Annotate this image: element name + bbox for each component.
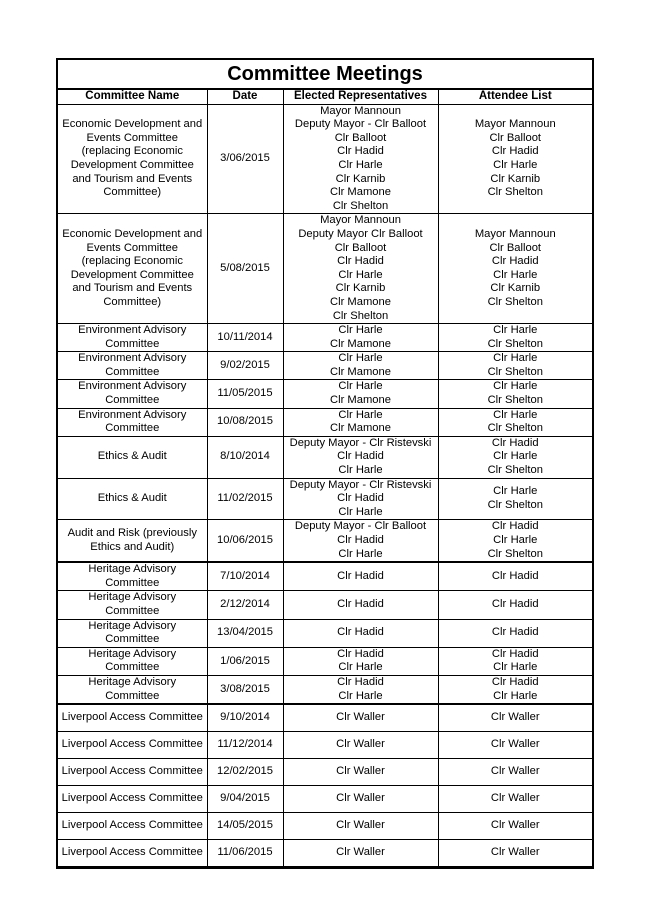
representative-name: Deputy Mayor - Clr Ristevski xyxy=(289,478,432,491)
representative-name: Clr Hadid xyxy=(337,145,384,158)
attendee-list-cell xyxy=(438,104,592,214)
committee-name: Ethics & Audit xyxy=(97,492,167,505)
representative-name: Clr Hadid xyxy=(337,675,384,688)
meeting-date: 1/06/2015 xyxy=(207,647,283,675)
attendee-name: Clr Balloot xyxy=(489,241,542,254)
attendee-name: Clr Waller xyxy=(490,737,540,750)
representative-name: Clr Harle xyxy=(338,380,383,393)
representative-name: Clr Hadid xyxy=(337,598,384,611)
representative-name: Clr Hadid xyxy=(337,626,384,639)
committee-name: Liverpool Access Committee xyxy=(61,791,203,804)
committee-name: Environment Advisory Committee xyxy=(78,408,187,435)
committee-name: Heritage Advisory Committee xyxy=(88,647,177,674)
attendee-list-cell xyxy=(438,591,592,619)
attendee-name: Clr Hadid xyxy=(491,626,539,639)
attendee-list-cell xyxy=(438,352,592,380)
attendee-list-cell xyxy=(438,839,592,866)
committee-name-cell xyxy=(58,408,207,436)
attendee-name: Clr Shelton xyxy=(487,464,543,477)
attendee-name: Clr Harle xyxy=(493,324,538,337)
attendee-name: Clr Waller xyxy=(490,818,540,831)
elected-representatives-cell xyxy=(283,562,438,591)
attendee-name: Clr Harle xyxy=(493,661,538,674)
representative-name: Clr Mamone xyxy=(330,422,391,435)
representative-name: Clr Harle xyxy=(338,408,383,421)
meeting-date: 5/08/2015 xyxy=(207,214,283,324)
table-row xyxy=(58,104,592,214)
attendee-name: Clr Waller xyxy=(490,845,540,858)
attendee-list-cell xyxy=(438,324,592,352)
committee-name: Liverpool Access Committee xyxy=(61,737,203,750)
table-row xyxy=(58,704,592,731)
document-title: Committee Meetings xyxy=(58,60,592,90)
committee-name-cell xyxy=(58,562,207,591)
attendee-name: Clr Hadid xyxy=(491,436,539,449)
committee-name-cell xyxy=(58,436,207,478)
elected-representatives-cell xyxy=(283,104,438,214)
committee-name: Economic Development and Events Committee (replacing Economic Development Committee and Tourism and Events Committee) xyxy=(62,227,203,308)
attendee-list-cell xyxy=(438,562,592,591)
committee-name: Heritage Advisory Committee xyxy=(88,591,177,617)
representative-name: Clr Waller xyxy=(336,845,385,858)
attendee-list-cell xyxy=(438,785,592,812)
elected-representatives-cell xyxy=(283,812,438,839)
attendee-list-cell xyxy=(438,214,592,324)
attendee-list-cell xyxy=(438,619,592,647)
representative-name: Clr Mamone xyxy=(330,337,391,350)
elected-representatives-cell xyxy=(283,704,438,731)
attendee-name: Clr Harle xyxy=(493,268,538,281)
representative-name: Clr Harle xyxy=(338,158,383,171)
representative-name: Clr Harle xyxy=(338,547,383,560)
committee-name-cell xyxy=(58,352,207,380)
table-row xyxy=(58,647,592,675)
attendee-name: Clr Hadid xyxy=(491,145,539,158)
table-row xyxy=(58,436,592,478)
committee-name: Ethics & Audit xyxy=(97,450,167,463)
elected-representatives-cell xyxy=(283,839,438,866)
attendee-list-cell xyxy=(438,520,592,562)
meeting-date: 3/08/2015 xyxy=(207,675,283,704)
committee-meetings-document xyxy=(56,58,594,869)
meeting-date: 3/06/2015 xyxy=(207,104,283,214)
committee-name: Environment Advisory Committee xyxy=(78,324,187,350)
elected-representatives-cell xyxy=(283,408,438,436)
attendee-name: Clr Shelton xyxy=(487,394,543,407)
elected-representatives-cell xyxy=(283,478,438,520)
table-row xyxy=(58,619,592,647)
representative-name: Clr Karnib xyxy=(335,282,386,295)
representative-name: Deputy Mayor - Clr Balloot xyxy=(294,118,427,131)
meeting-date: 10/06/2015 xyxy=(207,520,283,562)
meeting-date: 10/08/2015 xyxy=(207,408,283,436)
attendee-name: Clr Harle xyxy=(493,534,538,546)
attendee-name: Clr Balloot xyxy=(489,131,542,144)
committee-name-cell xyxy=(58,478,207,520)
attendee-list-cell xyxy=(438,647,592,675)
representative-name: Clr Waller xyxy=(336,818,385,831)
meeting-date: 10/11/2014 xyxy=(207,324,283,352)
committee-name-cell xyxy=(58,758,207,785)
committee-name-cell xyxy=(58,520,207,562)
header-attendee-list: Attendee List xyxy=(438,90,592,104)
elected-representatives-cell xyxy=(283,591,438,619)
meeting-date: 2/12/2014 xyxy=(207,591,283,619)
representative-name: Deputy Mayor Clr Balloot xyxy=(298,227,423,240)
attendee-list-cell xyxy=(438,758,592,785)
meeting-date: 11/06/2015 xyxy=(207,839,283,866)
table-row xyxy=(58,812,592,839)
header-row xyxy=(58,90,592,104)
committee-name-cell xyxy=(58,214,207,324)
representative-name: Clr Hadid xyxy=(337,534,384,546)
committee-name-cell xyxy=(58,704,207,731)
committee-name-cell xyxy=(58,619,207,647)
representative-name: Clr Waller xyxy=(336,711,385,724)
meeting-date: 11/05/2015 xyxy=(207,380,283,408)
attendee-name: Mayor Mannoun xyxy=(474,227,556,240)
committee-name: Heritage Advisory Committee xyxy=(88,675,177,702)
header-committee-name: Committee Name xyxy=(58,90,207,104)
meeting-date: 9/02/2015 xyxy=(207,352,283,380)
committee-name-cell xyxy=(58,104,207,214)
attendee-name: Clr Waller xyxy=(490,791,540,804)
meetings-table xyxy=(58,90,592,867)
representative-name: Clr Harle xyxy=(338,324,383,337)
committee-name-cell xyxy=(58,839,207,866)
table-row xyxy=(58,520,592,562)
table-row xyxy=(58,380,592,408)
attendee-list-cell xyxy=(438,408,592,436)
attendee-list-cell xyxy=(438,812,592,839)
representative-name: Mayor Mannoun xyxy=(320,214,401,227)
attendee-name: Clr Harle xyxy=(493,380,538,393)
meetings-table-body xyxy=(58,104,592,866)
attendee-name: Clr Karnib xyxy=(490,282,541,295)
representative-name: Clr Balloot xyxy=(334,241,387,254)
table-row xyxy=(58,324,592,352)
representative-name: Clr Waller xyxy=(336,737,385,750)
elected-representatives-cell xyxy=(283,647,438,675)
attendee-list-cell xyxy=(438,704,592,731)
attendee-name: Clr Harle xyxy=(493,689,538,702)
attendee-list-cell xyxy=(438,478,592,520)
representative-name: Clr Mamone xyxy=(330,295,391,308)
attendee-list-cell xyxy=(438,436,592,478)
committee-name: Heritage Advisory Committee xyxy=(88,619,177,646)
committee-name-cell xyxy=(58,675,207,704)
representative-name: Clr Karnib xyxy=(335,172,386,185)
meeting-date: 14/05/2015 xyxy=(207,812,283,839)
attendee-name: Clr Harle xyxy=(493,408,538,421)
representative-name: Clr Harle xyxy=(338,689,383,702)
attendee-name: Clr Hadid xyxy=(491,255,539,268)
committee-name-cell xyxy=(58,731,207,758)
table-row xyxy=(58,214,592,324)
representative-name: Clr Harle xyxy=(338,661,383,674)
header-elected-representatives: Elected Representatives xyxy=(283,90,438,104)
attendee-name: Mayor Mannoun xyxy=(474,118,556,131)
representative-name: Deputy Mayor - Clr Ristevski xyxy=(289,436,432,449)
table-row xyxy=(58,562,592,591)
elected-representatives-cell xyxy=(283,324,438,352)
attendee-list-cell xyxy=(438,675,592,704)
representative-name: Clr Hadid xyxy=(337,255,384,268)
elected-representatives-cell xyxy=(283,520,438,562)
table-row xyxy=(58,352,592,380)
elected-representatives-cell xyxy=(283,731,438,758)
meeting-date: 9/04/2015 xyxy=(207,785,283,812)
representative-name: Clr Waller xyxy=(336,764,385,777)
representative-name: Clr Harle xyxy=(338,352,383,365)
elected-representatives-cell xyxy=(283,380,438,408)
attendee-name: Clr Harle xyxy=(493,450,538,463)
committee-name: Economic Development and Events Committee (replacing Economic Development Committee and Tourism and Events Committee) xyxy=(62,118,203,199)
attendee-name: Clr Shelton xyxy=(487,547,543,560)
representative-name: Clr Hadid xyxy=(337,450,384,463)
elected-representatives-cell xyxy=(283,436,438,478)
header-date: Date xyxy=(207,90,283,104)
table-row xyxy=(58,408,592,436)
attendee-name: Clr Hadid xyxy=(491,647,539,660)
elected-representatives-cell xyxy=(283,675,438,704)
representative-name: Clr Mamone xyxy=(330,186,391,199)
meeting-date: 7/10/2014 xyxy=(207,562,283,591)
table-row xyxy=(58,478,592,520)
attendee-name: Clr Hadid xyxy=(491,675,539,688)
committee-name: Environment Advisory Committee xyxy=(78,352,187,378)
representative-name: Mayor Mannoun xyxy=(320,104,401,117)
committee-name: Heritage Advisory Committee xyxy=(88,563,177,589)
meeting-date: 8/10/2014 xyxy=(207,436,283,478)
meeting-date: 12/02/2015 xyxy=(207,758,283,785)
representative-name: Clr Waller xyxy=(336,791,385,804)
representative-name: Deputy Mayor - Clr Balloot xyxy=(294,520,427,533)
representative-name: Clr Hadid xyxy=(337,492,384,505)
table-row xyxy=(58,785,592,812)
representative-name: Clr Harle xyxy=(338,505,383,518)
elected-representatives-cell xyxy=(283,785,438,812)
attendee-name: Clr Waller xyxy=(490,764,540,777)
attendee-name: Clr Harle xyxy=(493,158,538,171)
meeting-date: 11/12/2014 xyxy=(207,731,283,758)
committee-name: Environment Advisory Committee xyxy=(78,380,187,407)
table-row xyxy=(58,758,592,785)
attendee-name: Clr Waller xyxy=(490,711,540,724)
attendee-name: Clr Shelton xyxy=(487,422,543,435)
attendee-name: Clr Harle xyxy=(493,352,538,365)
committee-name-cell xyxy=(58,647,207,675)
attendee-name: Clr Karnib xyxy=(490,172,541,185)
committee-name-cell xyxy=(58,380,207,408)
table-row xyxy=(58,675,592,704)
representative-name: Clr Balloot xyxy=(334,131,387,144)
attendee-name: Clr Hadid xyxy=(491,569,539,582)
meeting-date: 9/10/2014 xyxy=(207,704,283,731)
table-row xyxy=(58,839,592,866)
attendee-name: Clr Shelton xyxy=(487,499,543,512)
elected-representatives-cell xyxy=(283,352,438,380)
elected-representatives-cell xyxy=(283,214,438,324)
attendee-name: Clr Harle xyxy=(493,485,538,498)
attendee-list-cell xyxy=(438,380,592,408)
committee-name: Audit and Risk (previously Ethics and Audit) xyxy=(67,527,197,553)
table-row xyxy=(58,591,592,619)
representative-name: Clr Harle xyxy=(338,268,383,281)
committee-name: Liverpool Access Committee xyxy=(61,845,203,858)
attendee-name: Clr Shelton xyxy=(487,186,543,199)
attendee-name: Clr Shelton xyxy=(487,337,543,350)
elected-representatives-cell xyxy=(283,619,438,647)
representative-name: Clr Shelton xyxy=(332,199,389,212)
representative-name: Clr Mamone xyxy=(330,365,391,378)
meeting-date: 13/04/2015 xyxy=(207,619,283,647)
meeting-date: 11/02/2015 xyxy=(207,478,283,520)
committee-name-cell xyxy=(58,785,207,812)
attendee-name: Clr Shelton xyxy=(487,295,543,308)
committee-name-cell xyxy=(58,591,207,619)
attendee-name: Clr Hadid xyxy=(491,520,539,533)
committee-name-cell xyxy=(58,324,207,352)
table-row xyxy=(58,731,592,758)
attendee-name: Clr Hadid xyxy=(491,598,539,611)
elected-representatives-cell xyxy=(283,758,438,785)
attendee-list-cell xyxy=(438,731,592,758)
committee-name: Liverpool Access Committee xyxy=(61,818,203,831)
representative-name: Clr Hadid xyxy=(337,569,384,582)
representative-name: Clr Shelton xyxy=(332,309,389,322)
representative-name: Clr Mamone xyxy=(330,394,391,407)
representative-name: Clr Harle xyxy=(338,464,383,477)
representative-name: Clr Hadid xyxy=(337,647,384,660)
attendee-name: Clr Shelton xyxy=(487,365,543,378)
committee-name-cell xyxy=(58,812,207,839)
committee-name: Liverpool Access Committee xyxy=(61,764,203,777)
committee-name: Liverpool Access Committee xyxy=(61,711,203,724)
